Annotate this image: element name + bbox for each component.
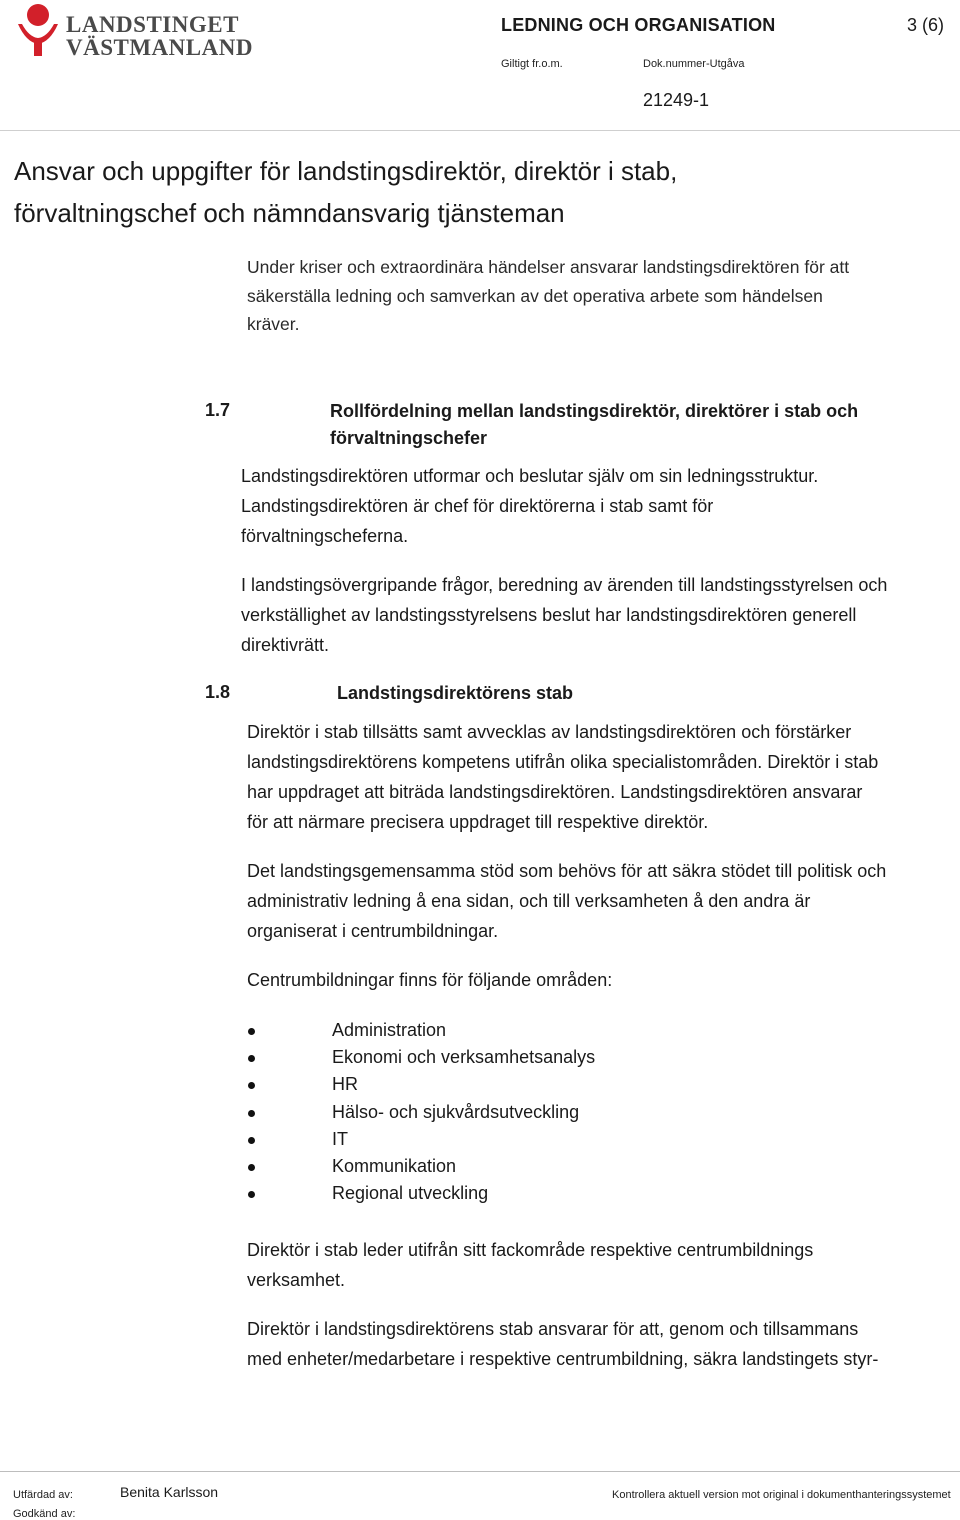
version-notice: Kontrollera aktuell version mot original i dokumenthanteringssystemet — [612, 1489, 951, 1501]
bullet-icon — [248, 1164, 255, 1171]
centrum-list — [246, 1017, 595, 1207]
issued-by-name: Benita Karlsson — [120, 1484, 219, 1500]
list-item: Kommunikation — [246, 1153, 595, 1180]
logo-text-line2: VÄSTMANLAND — [66, 35, 253, 60]
list-item: HR — [246, 1071, 595, 1098]
valid-from-label: Giltigt fr.o.m. — [501, 58, 563, 70]
bullet-icon — [248, 1137, 255, 1144]
approved-by-label: Godkänd av: — [13, 1508, 76, 1520]
issued-by-label: Utfärdad av: — [13, 1489, 73, 1501]
page-heading — [14, 150, 814, 234]
bullet-icon — [248, 1082, 255, 1089]
section-paragraph: Direktör i stab tillsätts samt avvecklas av landstingsdirektören och förstärker landstingsdirektörens kompetens utifrån olika specialistområden. Direktör i stab har uppdraget att biträda landstingsdirektören. Landstingsdirektören ansvarar för att närmare precisera uppdraget till respektive direktör. — [247, 722, 879, 832]
list-item: Regional utveckling — [246, 1180, 595, 1207]
footer-divider — [0, 1471, 960, 1472]
list-item: Ekonomi och verksamhetsanalys — [246, 1044, 595, 1071]
bullet-icon — [248, 1055, 255, 1062]
bullet-icon — [248, 1110, 255, 1117]
heading-line: förvaltningschef och nämndansvarig tjänsteman — [14, 198, 565, 228]
document-number: 21249-1 — [643, 90, 710, 110]
section-paragraph: I landstingsövergripande frågor, beredning av ärenden till landstingsstyrelsen och verkställighet av landstingsstyrelsens beslut har landstingsdirektören generell direktivrätt. — [241, 575, 888, 655]
bullet-icon — [248, 1028, 255, 1035]
section-paragraph: Landstingsdirektören utformar och beslutar själv om sin ledningsstruktur. Landstingsdirektören är chef för direktörerna i stab samt för förvaltningscheferna. — [241, 466, 819, 546]
organization-logo — [12, 2, 253, 60]
list-intro: Centrumbildningar finns för följande områden: — [247, 970, 613, 990]
section-title: Rollfördelning mellan landstingsdirektör, direktörer i stab och förvaltningschefer — [330, 401, 859, 448]
document-title: LEDNING OCH ORGANISATION — [501, 15, 776, 35]
list-item: Administration — [246, 1017, 595, 1044]
logo-text-line1: LANDSTINGET — [66, 12, 239, 37]
section-number: 1.7 — [205, 400, 231, 420]
heading-line: Ansvar och uppgifter för landstingsdirektör, direktör i stab, — [14, 156, 678, 186]
list-item: IT — [246, 1126, 595, 1153]
header-divider — [0, 130, 960, 131]
bullet-icon — [248, 1191, 255, 1198]
docnr-label: Dok.nummer-Utgåva — [643, 58, 745, 70]
section-paragraph: Direktör i landstingsdirektörens stab ansvarar för att, genom och tillsammans med enheter/medarbetare i respektive centrumbildning, säkra landstingets styr- — [247, 1319, 879, 1369]
list-item: Hälso- och sjukvårdsutveckling — [246, 1099, 595, 1126]
page-number: 3 (6) — [907, 15, 945, 35]
section-number: 1.8 — [205, 682, 231, 702]
intro-paragraph: Under kriser och extraordinära händelser ansvarar landstingsdirektören för att säkerställa ledning och samverkan av det operativa arbete som händelsen kräver. — [247, 257, 850, 334]
section-paragraph: Direktör i stab leder utifrån sitt fackområde respektive centrumbildnings verksamhet. — [247, 1240, 814, 1290]
section-title: Landstingsdirektörens stab — [337, 683, 574, 703]
section-paragraph: Det landstingsgemensamma stöd som behövs för att säkra stödet till politisk och administrativ ledning å ena sidan, och till verksamheten å den andra är organiserat i centrumbildningar. — [247, 861, 887, 941]
